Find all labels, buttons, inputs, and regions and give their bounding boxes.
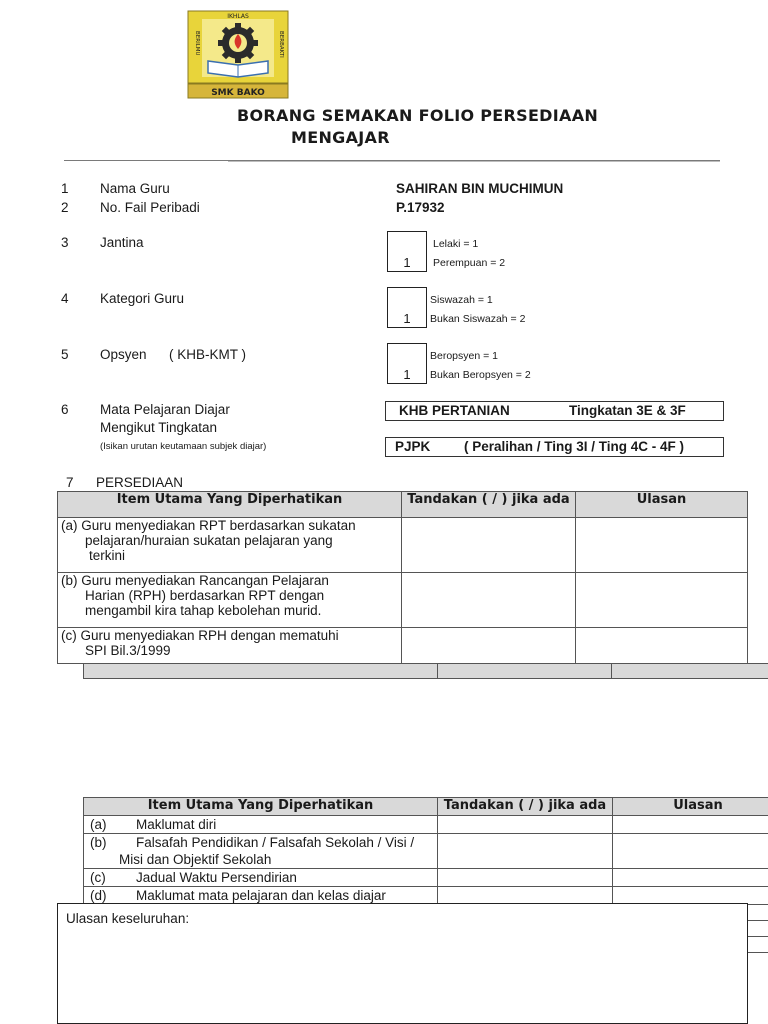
item-cell [58,573,402,628]
item-cell [84,869,438,887]
table-row [84,816,768,834]
item-text-line: (a) Guru menyediakan RPT berdasarkan sukatan [61,518,356,533]
item-text: Jadual Waktu Persendirian [136,870,297,885]
kategori-code-box[interactable] [387,287,427,328]
field-label-jantina: Jantina [100,235,144,250]
subject-box-2[interactable] [385,437,724,457]
column-header-item: Item Utama Yang Diperhatikan [58,492,402,518]
ulasan-cell[interactable] [613,887,768,905]
field-number-2: 2 [61,200,69,215]
jantina-option-1: Lelaki = 1 [433,238,479,250]
opsyen-code-box[interactable] [387,343,427,384]
subject-1-name: KHB PERTANIAN [399,403,510,418]
field-label-kategori: Kategori Guru [100,291,185,306]
item-text-line: (c) Guru menyediakan RPH dengan mematuhi [61,628,339,643]
item-text: Maklumat mata pelajaran dan kelas diajar [136,888,386,903]
ulasan-cell[interactable] [613,869,768,887]
opsyen-option-2: Bukan Beropsyen = 2 [430,369,531,381]
form-title-line2: MENGAJAR [291,128,390,147]
field-label-no-fail: No. Fail Peribadi [100,200,200,215]
persediaan-table [57,491,748,664]
table-header-row [58,492,748,518]
logo-right-text: BERBAKTI [278,31,284,58]
table-row [84,887,768,905]
section-7-number: 7 [66,475,74,490]
table-row [58,573,748,628]
item-cell [84,834,438,869]
tandakan-cell[interactable] [438,869,613,887]
field-label-opsyen: Opsyen [100,347,147,362]
field-note-subject-order: (Isikan urutan keutamaan subjek diajar) [100,441,267,452]
ulasan-cell[interactable] [576,573,748,628]
field-value-nama-guru: SAHIRAN BIN MUCHIMUN [396,181,564,196]
table-row [84,869,768,887]
table-row [58,518,748,573]
section-7-label: PERSEDIAAN [96,475,184,490]
column-header-ulasan: Ulasan [576,492,748,518]
kategori-option-2: Bukan Siswazah = 2 [430,313,526,325]
field-value-no-fail: P.17932 [396,200,445,215]
item-text-line: pelajaran/huraian sukatan pelajaran yang [85,533,333,548]
column-header-tandakan: Tandakan ( / ) jika ada [402,492,576,518]
tandakan-cell[interactable] [402,573,576,628]
title-divider-shadow [228,161,720,162]
item-text-line: Harian (RPH) berdasarkan RPT dengan [85,588,325,603]
item-letter: (a) [90,817,107,832]
item-text-line: SPI Bil.3/1999 [85,643,171,658]
field-number-1: 1 [61,181,69,196]
tandakan-cell[interactable] [402,628,576,664]
column-header-item: Item Utama Yang Diperhatikan [84,798,438,816]
kategori-code-value: 1 [403,311,411,326]
overall-comment-label: Ulasan keseluruhan: [66,911,190,926]
item-letter: (b) [90,835,107,850]
field-label-mengikut-tingkatan: Mengikut Tingkatan [100,420,218,435]
item-text-line: (b) Guru menyediakan Rancangan Pelajaran [61,573,329,588]
ulasan-cell[interactable] [613,816,768,834]
opsyen-option-1: Beropsyen = 1 [430,350,499,362]
school-logo [186,9,290,100]
item-cell [84,816,438,834]
tandakan-cell[interactable] [402,518,576,573]
kategori-option-1: Siswazah = 1 [430,294,493,306]
field-number-5: 5 [61,347,69,362]
column-header-tandakan: Tandakan ( / ) jika ada [438,798,613,816]
item-text-line: mengambil kira tahap kebolehan murid. [85,603,322,618]
jantina-code-value: 1 [403,255,411,270]
subject-1-forms: Tingkatan 3E & 3F [569,403,686,418]
jantina-code-box[interactable] [387,231,427,272]
jantina-option-2: Perempuan = 2 [433,257,506,269]
ulasan-cell[interactable] [576,518,748,573]
tandakan-cell[interactable] [438,887,613,905]
overall-comment-box[interactable] [57,903,748,1024]
opsyen-code-value: 1 [403,367,411,382]
field-label-mata-pelajaran: Mata Pelajaran Diajar [100,402,230,417]
tandakan-cell[interactable] [438,834,613,869]
field-number-4: 4 [61,291,69,306]
item-cell [84,887,438,905]
field-label-nama-guru: Nama Guru [100,181,170,196]
column-header-ulasan: Ulasan [613,798,768,816]
table-header-row [84,798,768,816]
logo-top-text: IKHLAS [227,13,249,20]
field-number-3: 3 [61,235,69,250]
tandakan-cell[interactable] [438,816,613,834]
logo-banner-text: SMK BAKO [211,88,265,98]
item-text-line: terkini [89,548,126,563]
item-text-line: Misi dan Objektif Sekolah [119,852,272,867]
item-text: Falsafah Pendidikan / Falsafah Sekolah / Visi / [136,835,415,850]
subject-2-forms: ( Peralihan / Ting 3I / Ting 4C - 4F ) [464,439,685,454]
subject-box-1[interactable] [385,401,724,421]
item-letter: (c) [90,870,106,885]
ulasan-cell[interactable] [576,628,748,664]
table-row [84,834,768,869]
table-footer-strip [83,663,768,679]
subject-2-name: PJPK [395,439,431,454]
field-label-opsyen-code: ( KHB-KMT ) [169,347,246,362]
form-title-line1: BORANG SEMAKAN FOLIO PERSEDIAAN [237,106,599,125]
item-text: Maklumat diri [136,817,217,832]
field-number-6: 6 [61,402,69,417]
ulasan-cell[interactable] [613,834,768,869]
item-cell [58,518,402,573]
logo-left-text: BERILMU [194,31,200,56]
item-cell [58,628,402,664]
table-row [58,628,748,664]
item-letter: (d) [90,888,107,903]
